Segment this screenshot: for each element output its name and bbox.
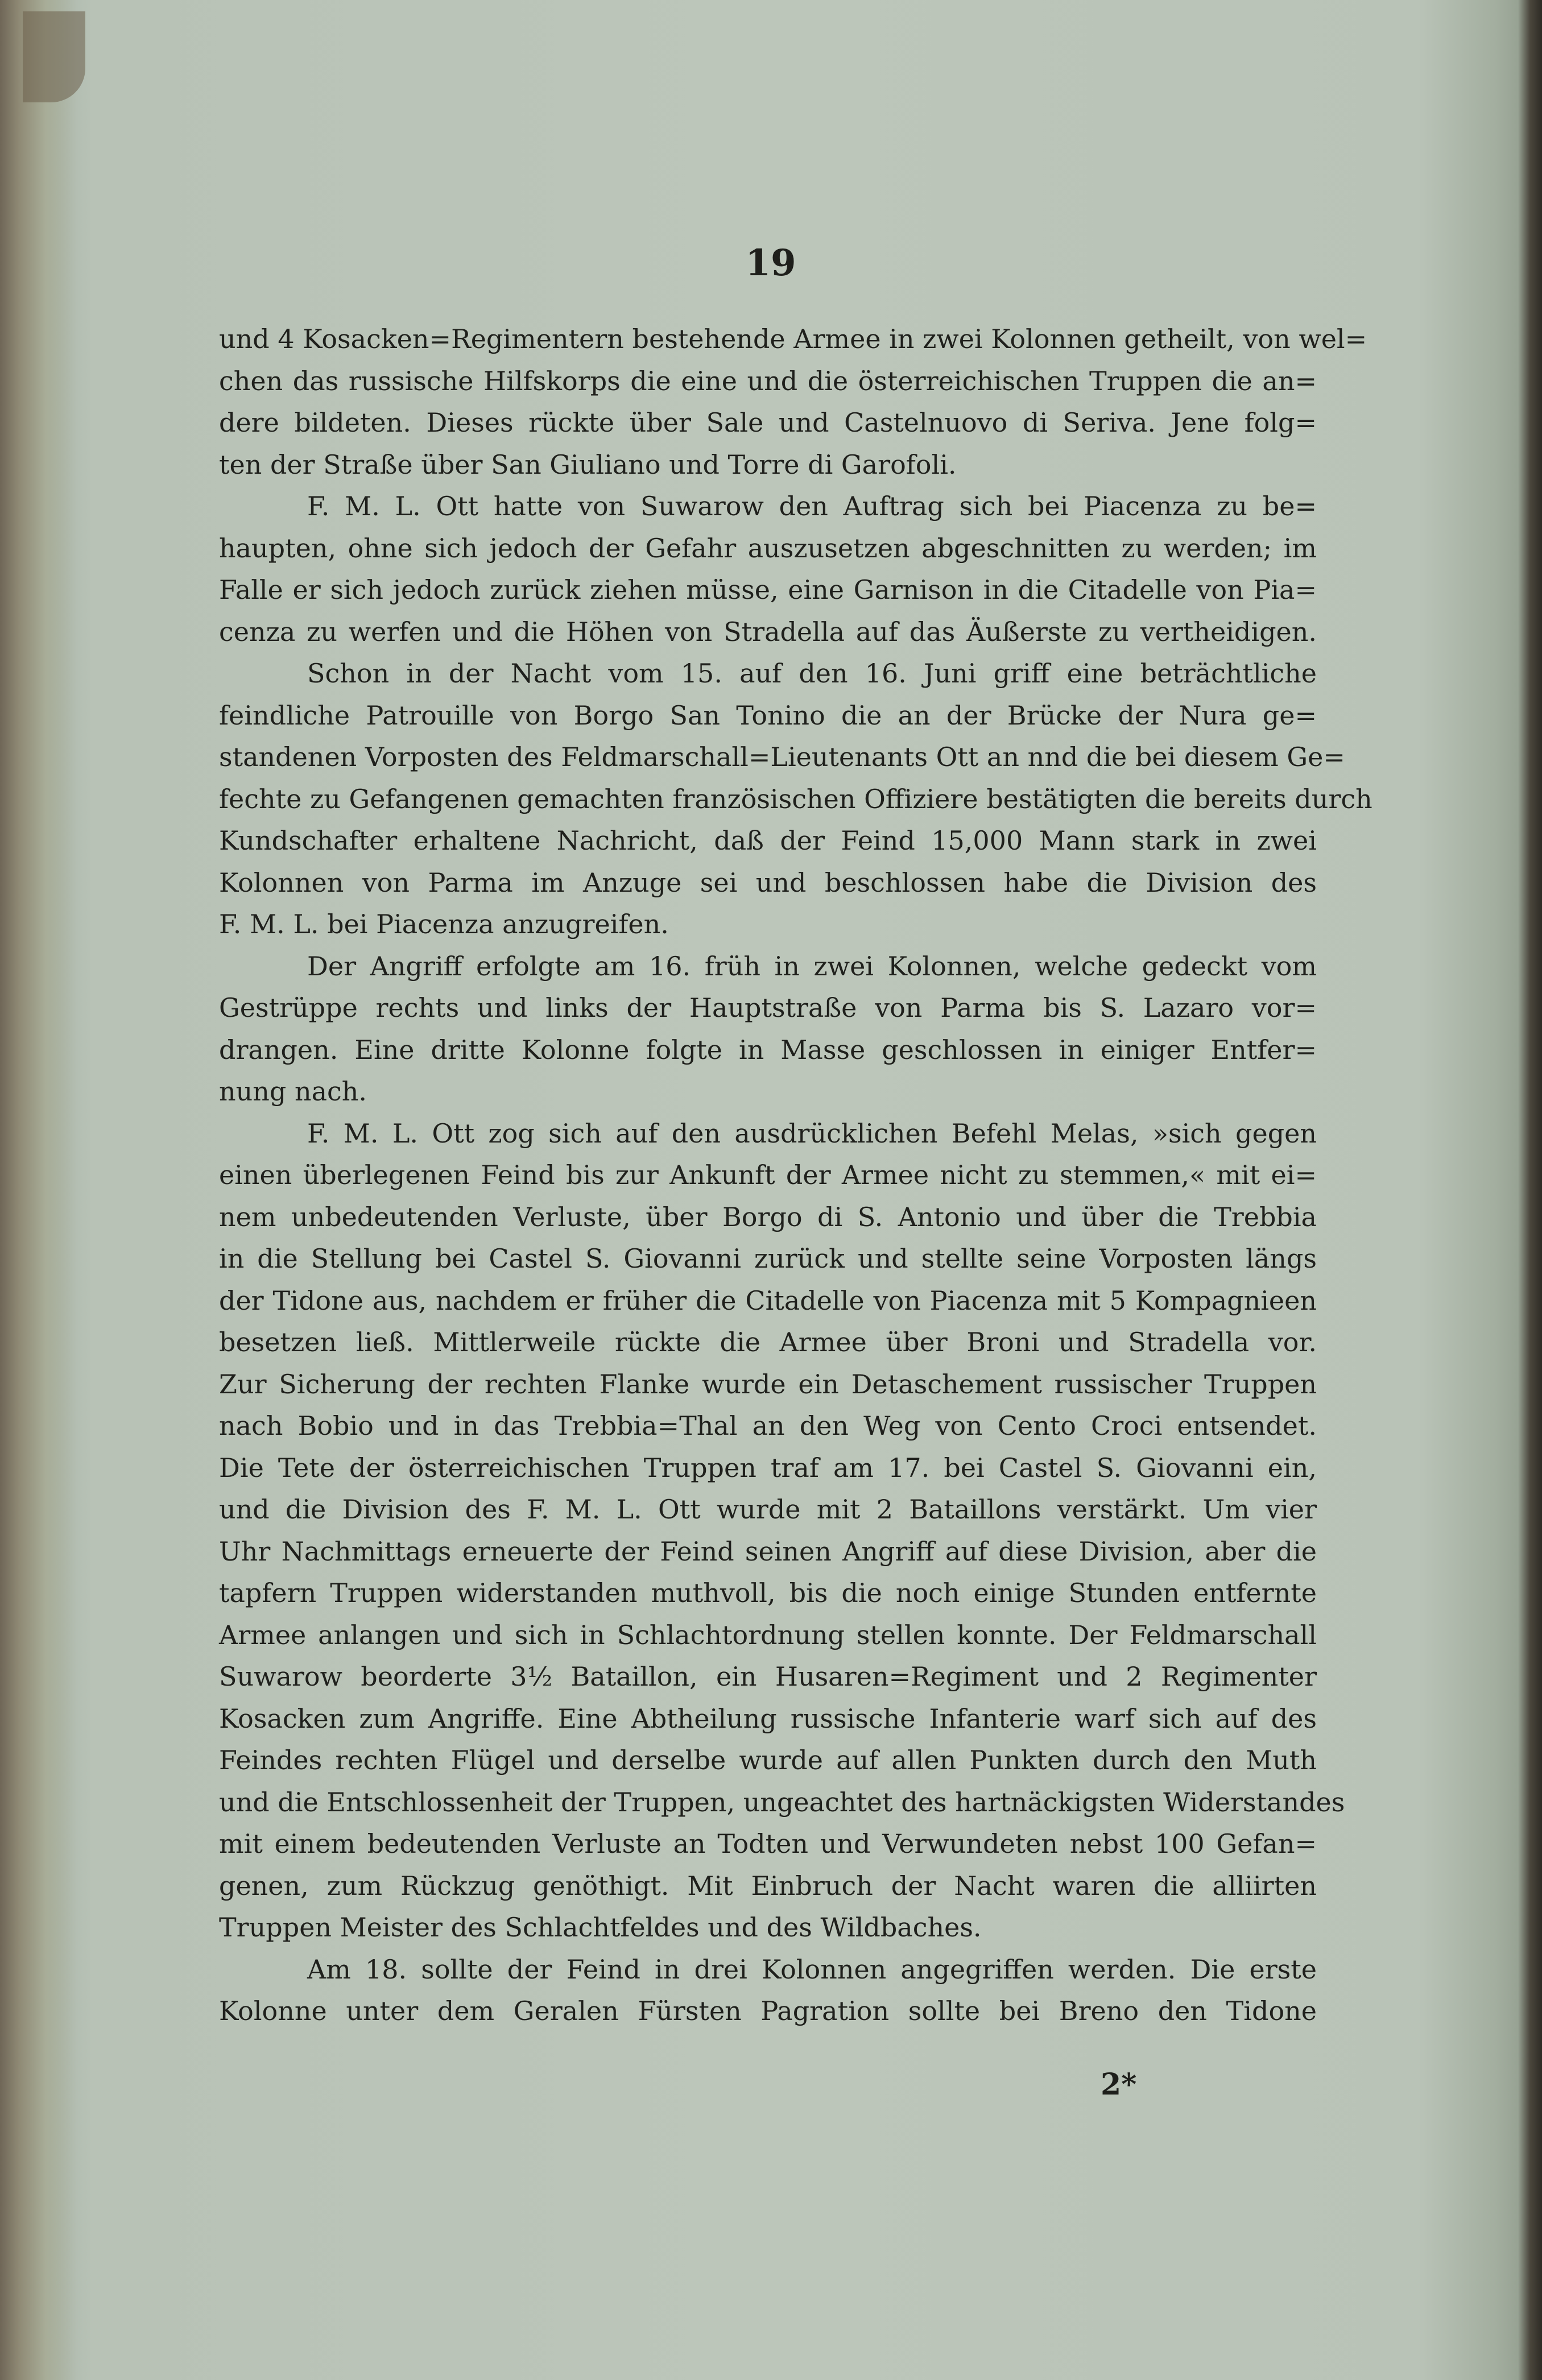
text-line: in die Stellung bei Castel S. Giovanni zurück und stellte seine Vorposten längs — [219, 1243, 1317, 1274]
text-line: mit einem bedeutenden Verluste an Todten und Verwundeten nebst 100 Gefan= — [219, 1828, 1317, 1859]
text-line: dere bildeten. Dieses rückte über Sale und Castelnuovo di Seriva. Jene folg= — [219, 407, 1317, 438]
text-line: und die Entschlossenheit der Truppen, ungeachtet des hartnäckigsten Widerstandes — [219, 1786, 1345, 1818]
page-edge-shadow — [1518, 0, 1542, 2380]
text-line: Zur Sicherung der rechten Flanke wurde ein Detaschement russischer Truppen — [219, 1368, 1317, 1400]
text-line: Gestrüppe rechts und links der Hauptstraße von Parma bis S. Lazaro vor= — [219, 992, 1317, 1023]
text-line: Kosacken zum Angriffe. Eine Abtheilung russische Infanterie warf sich auf des — [219, 1703, 1317, 1734]
text-line: nung nach. — [219, 1076, 367, 1107]
text-line: chen das russische Hilfskorps die eine und die österreichischen Truppen die an= — [219, 365, 1317, 396]
catchword: 2* — [1101, 2067, 1137, 2102]
text-line: F. M. L. bei Piacenza anzugreifen. — [219, 909, 669, 939]
text-line: Kundschafter erhaltene Nachricht, daß der Feind 15,000 Mann stark in zwei — [219, 825, 1317, 856]
text-line: der Tidone aus, nachdem er früher die Citadelle von Piacenza mit 5 Kompagnieen — [219, 1285, 1317, 1316]
text-line: haupten, ohne sich jedoch der Gefahr auszusetzen abgeschnitten zu werden; im — [219, 532, 1317, 564]
text-line: F. M. L. Ott zog sich auf den ausdrücklichen Befehl Melas, »sich gegen — [307, 1117, 1317, 1149]
text-line: Am 18. sollte der Feind in drei Kolonnen angegriffen werden. Die erste — [307, 1953, 1317, 1985]
text-line: besetzen ließ. Mittlerweile rückte die Armee über Broni und Stradella vor. — [219, 1327, 1317, 1357]
text-line: tapfern Truppen widerstanden muthvoll, bis die noch einige Stunden entfernte — [219, 1578, 1317, 1608]
book-binding-shadow — [0, 0, 77, 2380]
text-line: Kolonnen von Parma im Anzuge sei und beschlossen habe die Division des — [219, 867, 1317, 898]
paper-tear-mark — [23, 11, 85, 102]
text-line: ten der Straße über San Giuliano und Torre di Garofoli. — [219, 449, 957, 480]
text-line: fechte zu Gefangenen gemachten französischen Offiziere bestätigten die bereits durch — [219, 783, 1372, 814]
text-line: Uhr Nachmittags erneuerte der Feind seinen Angriff auf diese Division, aber die — [219, 1535, 1317, 1567]
text-line: Armee anlangen und sich in Schlachtordnung stellen konnte. Der Feldmarschall — [219, 1619, 1317, 1650]
text-line: nem unbedeutenden Verluste, über Borgo di S. Antonio und über die Trebbia — [219, 1201, 1317, 1232]
text-line: genen, zum Rückzug genöthigt. Mit Einbruch der Nacht waren die alliirten — [219, 1870, 1317, 1901]
text-line: Die Tete der österreichischen Truppen traf am 17. bei Castel S. Giovanni ein, — [219, 1452, 1317, 1483]
text-line: nach Bobio und in das Trebbia=Thal an den Weg von Cento Croci entsendet. — [219, 1410, 1317, 1441]
body-text — [219, 318, 1372, 2033]
text-line: cenza zu werfen und die Höhen von Stradella auf das Äußerste zu vertheidigen. — [219, 616, 1317, 647]
text-line: feindliche Patrouille von Borgo San Tonino die an der Brücke der Nura ge= — [219, 699, 1317, 731]
text-line: Feindes rechten Flügel und derselbe wurde auf allen Punkten durch den Muth — [219, 1745, 1317, 1775]
page-number: 19 — [745, 242, 796, 284]
text-line: Suwarow beorderte 3½ Bataillon, ein Husaren=Regiment und 2 Regimenter — [219, 1661, 1317, 1692]
text-line: F. M. L. Ott hatte von Suwarow den Auftrag sich bei Piacenza zu be= — [307, 491, 1317, 521]
text-line: Schon in der Nacht vom 15. auf den 16. Juni griff eine beträchtliche — [307, 658, 1317, 689]
text-line: einen überlegenen Feind bis zur Ankunft der Armee nicht zu stemmen,« mit ei= — [219, 1160, 1317, 1190]
text-line: Falle er sich jedoch zurück ziehen müsse, eine Garnison in die Citadelle von Pia= — [219, 574, 1317, 605]
text-line: Der Angriff erfolgte am 16. früh in zwei Kolonnen, welche gedeckt vom — [307, 950, 1317, 982]
text-line: Truppen Meister des Schlachtfeldes und des Wildbaches. — [219, 1912, 982, 1943]
text-line: standenen Vorposten des Feldmarschall=Lieutenants Ott an nnd die bei diesem Ge= — [219, 742, 1345, 772]
text-line: und 4 Kosacken=Regimentern bestehende Armee in zwei Kolonnen getheilt, von wel= — [219, 324, 1367, 354]
text-line: Kolonne unter dem Geralen Fürsten Pagration sollte bei Breno den Tidone — [219, 1996, 1317, 2026]
text-line: drangen. Eine dritte Kolonne folgte in Masse geschlossen in einiger Entfer= — [219, 1034, 1317, 1065]
text-line: und die Division des F. M. L. Ott wurde mit 2 Bataillons verstärkt. Um vier — [219, 1494, 1317, 1525]
